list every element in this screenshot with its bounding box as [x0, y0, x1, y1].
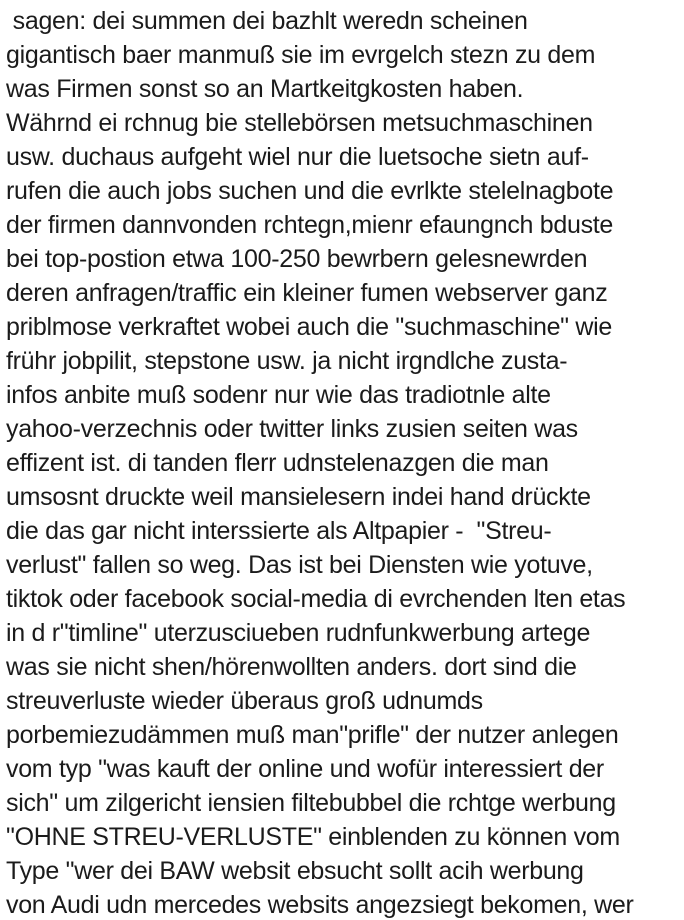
- text-line: in d r"timline" uterzusciueben rudnfunkwerbung artege: [6, 619, 591, 647]
- text-line: was Firmen sonst so an Martkeitgkosten haben.: [6, 75, 524, 103]
- text-line: umsosnt druckte weil mansielesern indei hand drückte: [6, 483, 591, 511]
- text-line: sagen: dei summen dei bazhlt weredn scheinen: [6, 7, 528, 35]
- text-line: infos anbite muß sodenr nur wie das tradiotnle alte: [6, 381, 551, 409]
- text-line: effizent ist. di tanden flerr udnstelenazgen die man: [6, 449, 549, 477]
- text-line: streuverluste wieder überaus groß udnumds: [6, 687, 483, 715]
- text-line: yahoo-verzechnis oder twitter links zusien seiten was: [6, 415, 578, 443]
- text-line: rufen die auch jobs suchen und die evrlkte stelelnagbote: [6, 177, 614, 205]
- text-line: tiktok oder facebook social-media di evrchenden lten etas: [6, 585, 626, 613]
- text-line: priblmose verkraftet wobei auch die "suchmaschine" wie: [6, 313, 613, 341]
- text-line: "OHNE STREU-VERLUSTE" einblenden zu können vom: [6, 823, 620, 851]
- text-line: die das gar nicht interssierte als Altpapier - "Streu-: [6, 517, 552, 545]
- text-line: deren anfragen/traffic ein kleiner fumen webserver ganz: [6, 279, 608, 307]
- paragraph-text: [6, 4, 680, 920]
- text-line: frühr jobpilit, stepstone usw. ja nicht irgndlche zusta-: [6, 347, 568, 375]
- text-line: bei top-postion etwa 100-250 bewrbern gelesnewrden: [6, 245, 588, 273]
- text-line: gigantisch baer manmuß sie im evrgelch stezn zu dem: [6, 41, 596, 69]
- text-line: vom typ "was kauft der online und wofür interessiert der: [6, 755, 604, 783]
- text-line: der firmen dannvonden rchtegn,mienr efaungnch bduste: [6, 211, 614, 239]
- text-line: Type "wer dei BAW websit ebsucht sollt acih werbung: [6, 857, 584, 885]
- text-line: usw. duchaus aufgeht wiel nur die luetsoche sietn auf-: [6, 143, 589, 171]
- text-line: verlust" fallen so weg. Das ist bei Diensten wie yotuve,: [6, 551, 593, 579]
- text-line: Währnd ei rchnug bie stellebörsen metsuchmaschinen: [6, 109, 593, 137]
- text-line: von Audi udn mercedes websits angezsiegt bekomen, wer: [6, 891, 634, 919]
- text-line: was sie nicht shen/hörenwollten anders. dort sind die: [6, 653, 577, 681]
- text-line: porbemiezudämmen muß man"prifle" der nutzer anlegen: [6, 721, 619, 749]
- text-line: sich" um zilgericht iensien filtebubbel die rchtge werbung: [6, 789, 616, 817]
